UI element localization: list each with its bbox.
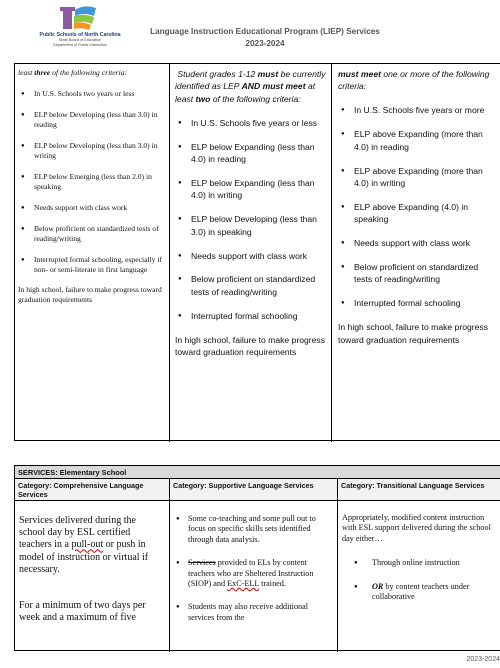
- criteria-column-transitional: [332, 64, 500, 442]
- list-item: ● Below proficient on standardized tests of reading/writing: [175, 273, 326, 298]
- criteria-intro: must meet one or more of the following criteria:: [338, 69, 490, 92]
- list-item: ● Interrupted formal schooling: [175, 310, 326, 322]
- services-column-transitional: [338, 501, 500, 652]
- list-item: ● ELP above Expanding (4.0) in speaking: [338, 201, 496, 226]
- services-heading: SERVICES: Elementary School: [15, 466, 500, 479]
- services-list: [176, 514, 331, 623]
- list-item: ● ELP below Developing (less than 3.0) in writing: [18, 141, 165, 161]
- logo-subtitle-1: State Board of Education: [58, 38, 102, 43]
- list-item: ● Needs support with class work: [338, 237, 496, 249]
- list-item: ● Services provided to ELs by content teachers who are Sheltered Instruction (SIOP) and ExC-ELL trained.: [176, 558, 331, 589]
- list-item: ● Below proficient on standardized tests of reading/writing: [18, 224, 165, 244]
- high-school-note: In high school, failure to make progress toward graduation requirements: [18, 285, 162, 304]
- document-title: [120, 26, 410, 50]
- list-item: ● In U.S. Schools five years or less: [175, 117, 326, 129]
- services-column-supportive: [170, 501, 338, 652]
- services-list: [342, 558, 495, 602]
- category-supportive: Category: Supportive Language Services: [170, 479, 338, 501]
- list-item: ● Interrupted formal schooling: [338, 297, 496, 309]
- list-item: ● ELP below Emerging (less than 2.0) in speaking: [18, 172, 165, 192]
- high-school-note: In high school, failure to make progress toward graduation requirements: [338, 322, 488, 345]
- criteria-intro: least three of the following criteria:: [18, 68, 128, 77]
- document-title-line-1: Language Instruction Educational Program (LIEP) Services: [150, 27, 380, 36]
- list-item: ● ELP above Expanding (more than 4.0) in reading: [338, 128, 496, 153]
- list-item: ● OR by content teachers under collaborative: [342, 582, 495, 603]
- list-item: ● In U.S. Schools two years or less: [18, 89, 165, 99]
- criteria-table: [14, 63, 500, 441]
- services-paragraph: Services delivered during the school day by ESL certified teachers in a pull-out or push in model of instruction or virtual if necessary.: [19, 515, 149, 575]
- services-paragraph: For a minimum of two days per week and a maximum of five: [19, 600, 146, 624]
- services-paragraph: Appropriately, modified content instruction with ESL support delivered during the school day either…: [342, 513, 491, 543]
- high-school-note: In high school, failure to make progress toward graduation requirements: [175, 334, 325, 358]
- criteria-list: [18, 89, 165, 275]
- list-item: ● In U.S. Schools five years or more: [338, 104, 496, 116]
- list-item: ● ELP below Developing (less than 3.0) in speaking: [175, 213, 326, 238]
- criteria-intro: Student grades 1-12 must be currently identified as LEP AND must meet at least two of the following criteria:: [175, 69, 326, 104]
- criteria-column-supportive: [170, 64, 332, 442]
- criteria-list: [175, 117, 326, 322]
- list-item: ● Needs support with class work: [18, 203, 165, 213]
- logo-subtitle-2: Department of Public Instruction: [52, 43, 108, 47]
- logo-name: Public Schools of North Carolina: [39, 32, 121, 38]
- services-table: [14, 465, 500, 651]
- list-item: ● Students may also receive additional services from the: [176, 602, 331, 623]
- list-item: ● ELP below Expanding (less than 4.0) in writing: [175, 177, 326, 202]
- category-comprehensive: Category: Comprehensive Language Services: [15, 479, 170, 501]
- nc-dpi-logo: [34, 2, 126, 62]
- criteria-list: [338, 104, 496, 309]
- criteria-column-comprehensive: [15, 64, 170, 442]
- list-item: ● Below proficient on standardized tests of reading/writing: [338, 261, 496, 286]
- list-item: ● ELP below Expanding (less than 4.0) in reading: [175, 141, 326, 166]
- list-item: ● Interrupted formal schooling, especially if non- or semi-literate in first language: [18, 255, 165, 275]
- category-transitional: Category: Transitional Language Services: [338, 479, 500, 501]
- services-column-comprehensive: [15, 501, 170, 652]
- page-footer: 2023-2024: [466, 656, 500, 663]
- list-item: ● Needs support with class work: [175, 250, 326, 262]
- list-item: ● Through online instruction: [342, 558, 495, 568]
- document-title-line-2: 2023-2024: [245, 39, 285, 48]
- document-header: [0, 0, 500, 62]
- nc-dpi-logo-mark: [60, 2, 100, 32]
- list-item: ● ELP below Developing (less than 3.0) in reading: [18, 110, 165, 130]
- list-item: ● ELP above Expanding (more than 4.0) in writing: [338, 165, 496, 190]
- list-item: ● Some co-teaching and some pull out to focus on specific skills sets identified through data analysis.: [176, 514, 331, 545]
